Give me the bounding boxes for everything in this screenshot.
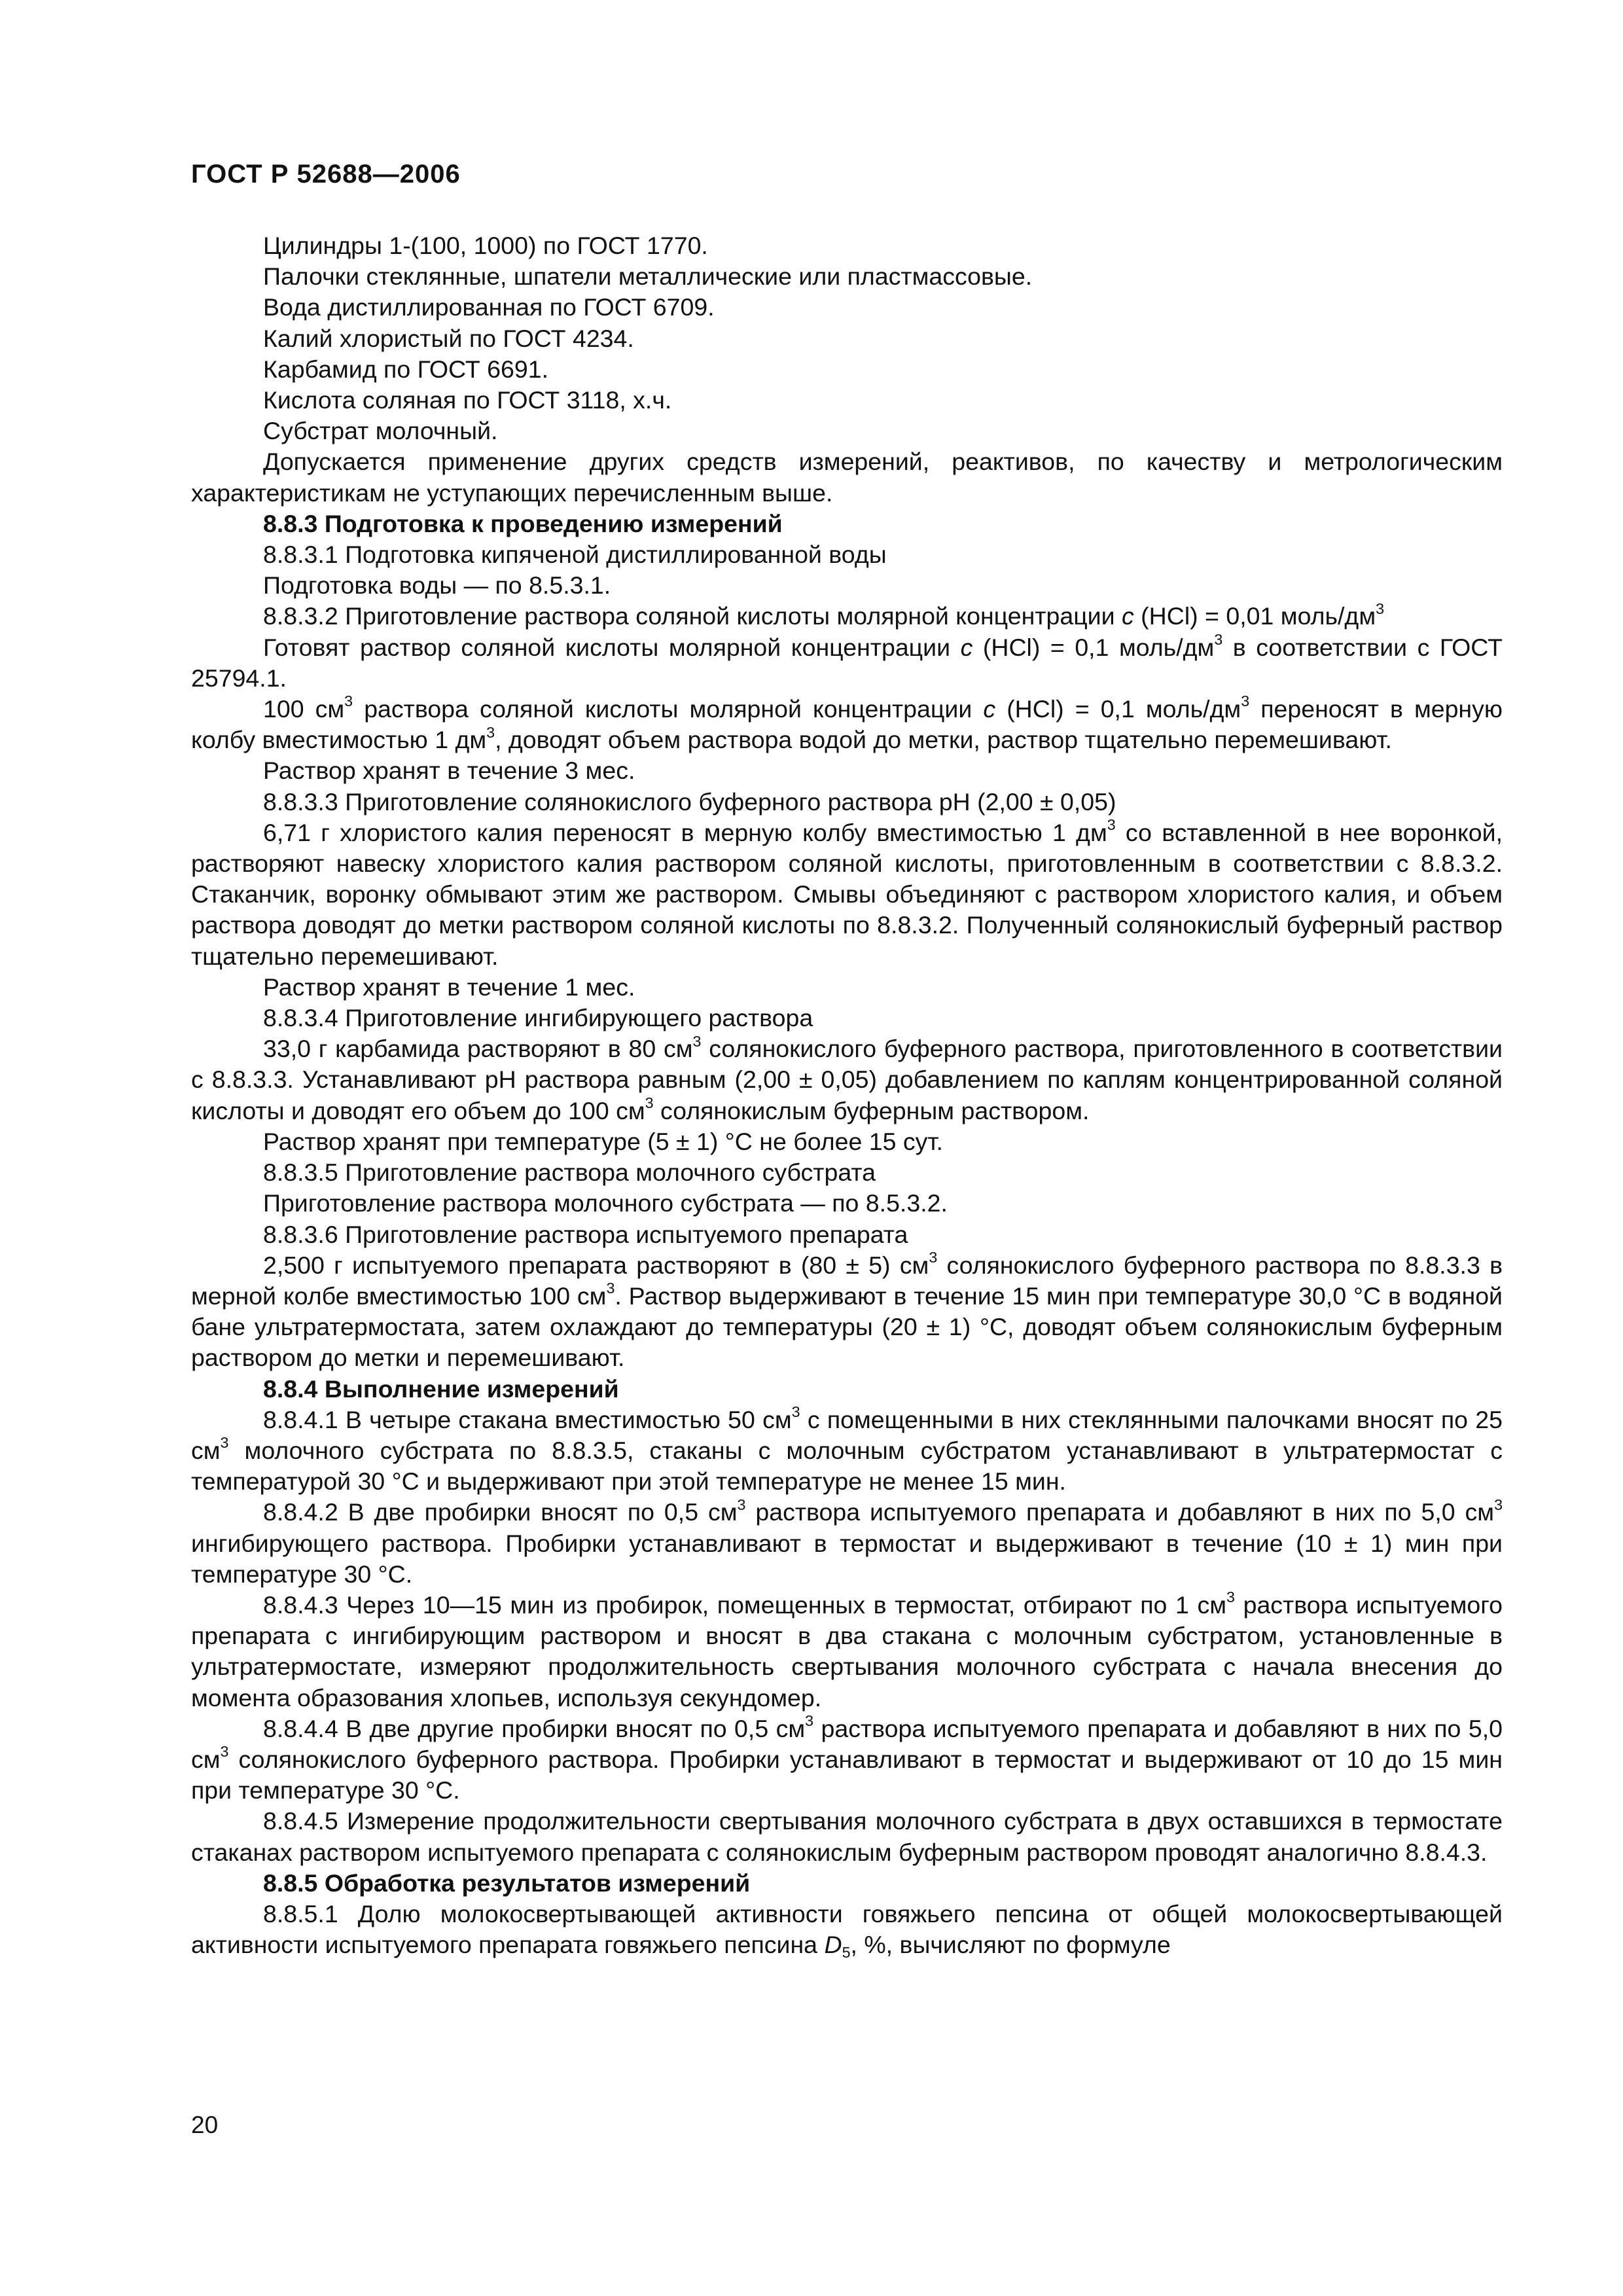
paragraph: 8.8.5.1 Долю молокосвертывающей активности говяжьего пепсина от общей молокосвертывающей активности испытуемого препарата говяжьего пепсина $D_5$, %, вычисляют по формуле bbox=[191, 1899, 1503, 1961]
paragraph: 33,0 г карбамида растворяют в 80 $см^3$ солянокислого буферного раствора, приготовленного в соответствии с 8.8.3.3. Устанавливают pH раствора равным (2,00 ± 0,05) добавлением по каплям концентрированной соляной кислоты и доводят его объем до 100 $см^3$ солянокислым буферным раствором. bbox=[191, 1032, 1503, 1124]
paragraph: Раствор хранят в течение 3 мес. bbox=[263, 757, 635, 785]
paragraph: Кислота соляная по ГОСТ 3118, х.ч. bbox=[263, 386, 672, 414]
paragraph: Калий хлористый по ГОСТ 4234. bbox=[263, 324, 634, 352]
paragraph: 8.8.3.5 Приготовление раствора молочного субстрата bbox=[263, 1158, 876, 1187]
paragraph: 8.8.4.4 В две другие пробирки вносят по 0,5 $см^3$ раствора испытуемого препарата и добавляют в них по 5,0 $см^3$ солянокислого буферного раствора. Пробирки устанавливают в термостат и выдерживают от 10 до 15 мин при температуре 30 °С. bbox=[191, 1712, 1503, 1804]
paragraph: Цилиндры 1-(100, 1000) по ГОСТ 1770. bbox=[263, 232, 708, 259]
section-heading-8-8-4: 8.8.4 Выполнение измерений bbox=[263, 1374, 619, 1403]
paragraph: 8.8.4.5 Измерение продолжительности свертывания молочного субстрата в двух оставшихся в термостате стаканах раствором испытуемого препарата с солянокислым буферным раствором проводят аналогично 8.8.4.3. bbox=[191, 1807, 1503, 1866]
paragraph: Подготовка воды — по 8.5.3.1. bbox=[263, 571, 611, 600]
paragraph: 8.8.3.6 Приготовление раствора испытуемого препарата bbox=[263, 1220, 908, 1248]
paragraph: Раствор хранят в течение 1 мес. bbox=[263, 973, 635, 1001]
paragraph: 8.8.3.1 Подготовка кипяченой дистиллированной воды bbox=[263, 541, 887, 569]
paragraph: 8.8.4.2 В две пробирки вносят по 0,5 $см^3$ раствора испытуемого препарата и добавляют в них по 5,0 $см^3$ ингибирующего раствора. Пробирки устанавливают в термостат и выдерживают в течение (10 ± 1) мин при температуре 30 °С. bbox=[191, 1496, 1503, 1588]
paragraph: Готовят раствор соляной кислоты молярной концентрации c (HCl) = 0,1 моль/$дм^3$ в соответствии с ГОСТ 25794.1. bbox=[191, 630, 1503, 692]
paragraph: Вода дистиллированная по ГОСТ 6709. bbox=[263, 293, 715, 321]
paragraph: 8.8.3.2 Приготовление раствора соляной кислоты молярной концентрации c (HCl) = 0,01 моль/$дм^3$ bbox=[263, 600, 1385, 630]
paragraph: 8.8.3.4 Приготовление ингибирующего раствора bbox=[263, 1004, 813, 1032]
document-body bbox=[191, 230, 1503, 1960]
document-code-header: ГОСТ Р 52688—2006 bbox=[191, 160, 461, 188]
paragraph: Приготовление раствора молочного субстрата — по 8.5.3.2. bbox=[263, 1189, 948, 1217]
paragraph: 8.8.4.1 В четыре стакана вместимостью 50 $см^3$ с помещенными в них стеклянными палочками вносят по 25 $см^3$ молочного субстрата по 8.8.3.5, стаканы с молочным субстратом устанавливают в ультратермостат с температурой 30 °С и выдерживают при этой температуре не менее 15 мин. bbox=[191, 1403, 1503, 1496]
paragraph: 100 $см^3$ раствора соляной кислоты молярной концентрации c (HCl) = 0,1 моль/$дм^3$ переносят в мерную колбу вместимостью 1 $дм^3$, доводят объем раствора водой до метки, раствор тщательно перемешивают. bbox=[191, 692, 1503, 754]
paragraph: 6,71 г хлористого калия переносят в мерную колбу вместимостью 1 $дм^3$ со вставленной в нее воронкой, растворяют навеску хлористого калия раствором соляной кислоты, приготовленным в соответствии с 8.8.3.2. Стаканчик, воронку обмывают этим же раствором. Смывы объединяют с раствором хлористого калия, и объем раствора доводят до метки раствором соляной кислоты по 8.8.3.2. Полученный солянокислый буферный раствор тщательно перемешивают. bbox=[191, 816, 1503, 970]
section-heading-8-8-3: 8.8.3 Подготовка к проведению измерений bbox=[263, 509, 783, 537]
paragraph: Допускается применение других средств измерений, реактивов, по качеству и метрологическим характеристикам не уступающих перечисленным выше. bbox=[191, 448, 1503, 507]
paragraph: 2,500 г испытуемого препарата растворяют в (80 ± 5) $см^3$ солянокислого буферного раствора по 8.8.3.3 в мерной колбе вместимостью 100 $см^3$. Раствор выдерживают в течение 15 мин при температуре 30,0 °С в водяной бане ультратермостата, затем охлаждают до температуры (20 ± 1) °С, доводят объем солянокислым буферным раствором до метки и перемешивают. bbox=[191, 1248, 1503, 1372]
paragraph: Субстрат молочный. bbox=[263, 417, 498, 445]
page-number: 20 bbox=[191, 2111, 219, 2138]
paragraph: 8.8.3.3 Приготовление солянокислого буферного раствора pH (2,00 ± 0,05) bbox=[263, 787, 1116, 816]
section-heading-8-8-5: 8.8.5 Обработка результатов измерений bbox=[263, 1869, 751, 1897]
paragraph: Палочки стеклянные, шпатели металлические или пластмассовые. bbox=[263, 262, 1033, 291]
paragraph: Раствор хранят при температуре (5 ± 1) °С не более 15 сут. bbox=[263, 1127, 943, 1155]
paragraph: 8.8.4.3 Через 10—15 мин из пробирок, помещенных в термостат, отбирают по 1 $см^3$ раствора испытуемого препарата с ингибирующим раствором и вносят в два стакана с молочным субстратом, установленные в ультратермостате, измеряют продолжительность свертывания молочного субстрата с начала внесения до момента образования хлопьев, используя секундомер. bbox=[191, 1588, 1503, 1712]
paragraph: Карбамид по ГОСТ 6691. bbox=[263, 355, 549, 383]
